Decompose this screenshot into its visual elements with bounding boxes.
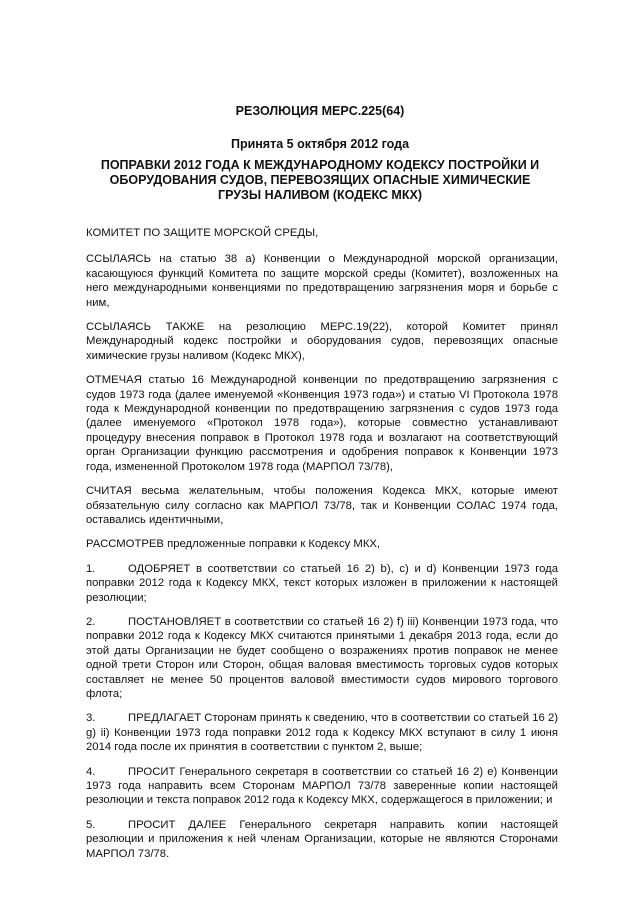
paragraph-text: ПРОСИТ Генерального секретаря в соответствии со статьей 16 2) e) Конвенции 1973 года направить всем Сторонам МАРПОЛ 73/78 заверенные копии настоящей резолюции и текста поправок 2012 года к Кодексу МКХ, содержащегося в приложении; и (86, 765, 558, 807)
committee-line: КОМИТЕТ ПО ЗАЩИТЕ МОРСКОЙ СРЕДЫ, (86, 227, 319, 239)
preamble-recalling: ССЫЛАЯСЬ на статью 38 а) Конвенции о Международной морской организации, касающуюся функций Комитета по защите морской среды (Комитет), возложенных на него международными конвенциями по предотвращению загрязнения моря и борьбе с ним, (86, 253, 558, 309)
paragraph-number: 4. (86, 765, 96, 778)
paragraph-text: ПРЕДЛАГАЕТ Сторонам принять к сведению, что в соответствии со статьей 16 2) g) ii) Конвенции 1973 года поправки 2012 года к Кодексу МКХ вступают в силу 1 июня 2014 года после их принятия в соответствии с пунктом 2, выше; (86, 712, 558, 754)
paragraph-number: 3. (86, 712, 96, 725)
operative-paragraph-3 (86, 711, 558, 754)
paragraph-text: ОДОБРЯЕТ в соответствии со статьей 16 2) b), c) и d) Конвенции 1973 года поправки 2012 года к Кодексу МКХ, текст которых изложен в приложении к настоящей резолюции; (86, 562, 558, 604)
operative-paragraph-2 (86, 615, 558, 701)
resolution-title: РЕЗОЛЮЦИЯ MEPC.225(64) (235, 104, 405, 118)
preamble-having-considered: РАССМОТРЕВ предложенные поправки к Кодексу МКХ, (86, 538, 381, 551)
paragraph-number: 2. (86, 615, 96, 628)
resolution-body (86, 226, 558, 871)
paragraph-number: 1. (86, 562, 96, 575)
adoption-date: Принята 5 октября 2012 года (230, 137, 410, 151)
resolution-subject: ПОПРАВКИ 2012 ГОДА К МЕЖДУНАРОДНОМУ КОДЕКСУ ПОСТРОЙКИ И ОБОРУДОВАНИЯ СУДОВ, ПЕРЕВОЗЯЩИХ ОПАСНЫЕ ХИМИЧЕСКИЕ ГРУЗЫ НАЛИВОМ (КОДЕКС МКХ) (100, 158, 540, 202)
operative-paragraph-4 (86, 765, 558, 808)
preamble-recalling-also: ССЫЛАЯСЬ ТАКЖЕ на резолюцию MEPC.19(22), которой Комитет принял Международный кодекс постройки и оборудования судов, перевозящих опасные химические грузы наливом (Кодекс МКХ), (86, 321, 558, 362)
preamble-noting: ОТМЕЧАЯ статью 16 Международной конвенции по предотвращению загрязнения с судов 1973 года (далее именуемой «Конвенция 1973 года») и статью VI Протокола 1978 года к Международной конвенции по предотвращению загрязнения с судов 1973 года (далее именуемого «Протокол 1978 года»), которые совместно устанавливают процедуру внесения поправок в Протокол 1978 года и возлагают на соответствующий орган Организации функцию рассмотрения и одобрения поправок к Конвенции 1973 года, измененной Протоколом 1978 года (МАРПОЛ 73/78), (86, 374, 558, 473)
paragraph-text: ПРОСИТ ДАЛЕЕ Генерального секретаря направить копии настоящей резолюции и приложения к ней членам Организации, которые не являются Сторонами МАРПОЛ 73/78. (86, 818, 558, 860)
operative-paragraph-5 (86, 818, 558, 861)
operative-paragraph-1 (86, 562, 558, 605)
preamble-considering: СЧИТАЯ весьма желательным, чтобы положения Кодекса МКХ, которые имеют обязательную силу согласно как МАРПОЛ 73/78, так и Конвенции СОЛАС 1974 года, оставались идентичными, (86, 485, 558, 526)
paragraph-number: 5. (86, 818, 96, 831)
paragraph-text: ПОСТАНОВЛЯЕТ в соответствии со статьей 16 2) f) iii) Конвенции 1973 года, что поправки 2012 года к Кодексу МКХ считаются принятыми 1 декабря 2013 года, если до этой даты Организации не будет сообщено о возражениях против поправок не менее одной трети Сторон или Сторон, общая валовая вместимость торговых судов которых составляет не менее 50 процентов валовой вместимости судов мирового торгового флота; (86, 615, 558, 700)
